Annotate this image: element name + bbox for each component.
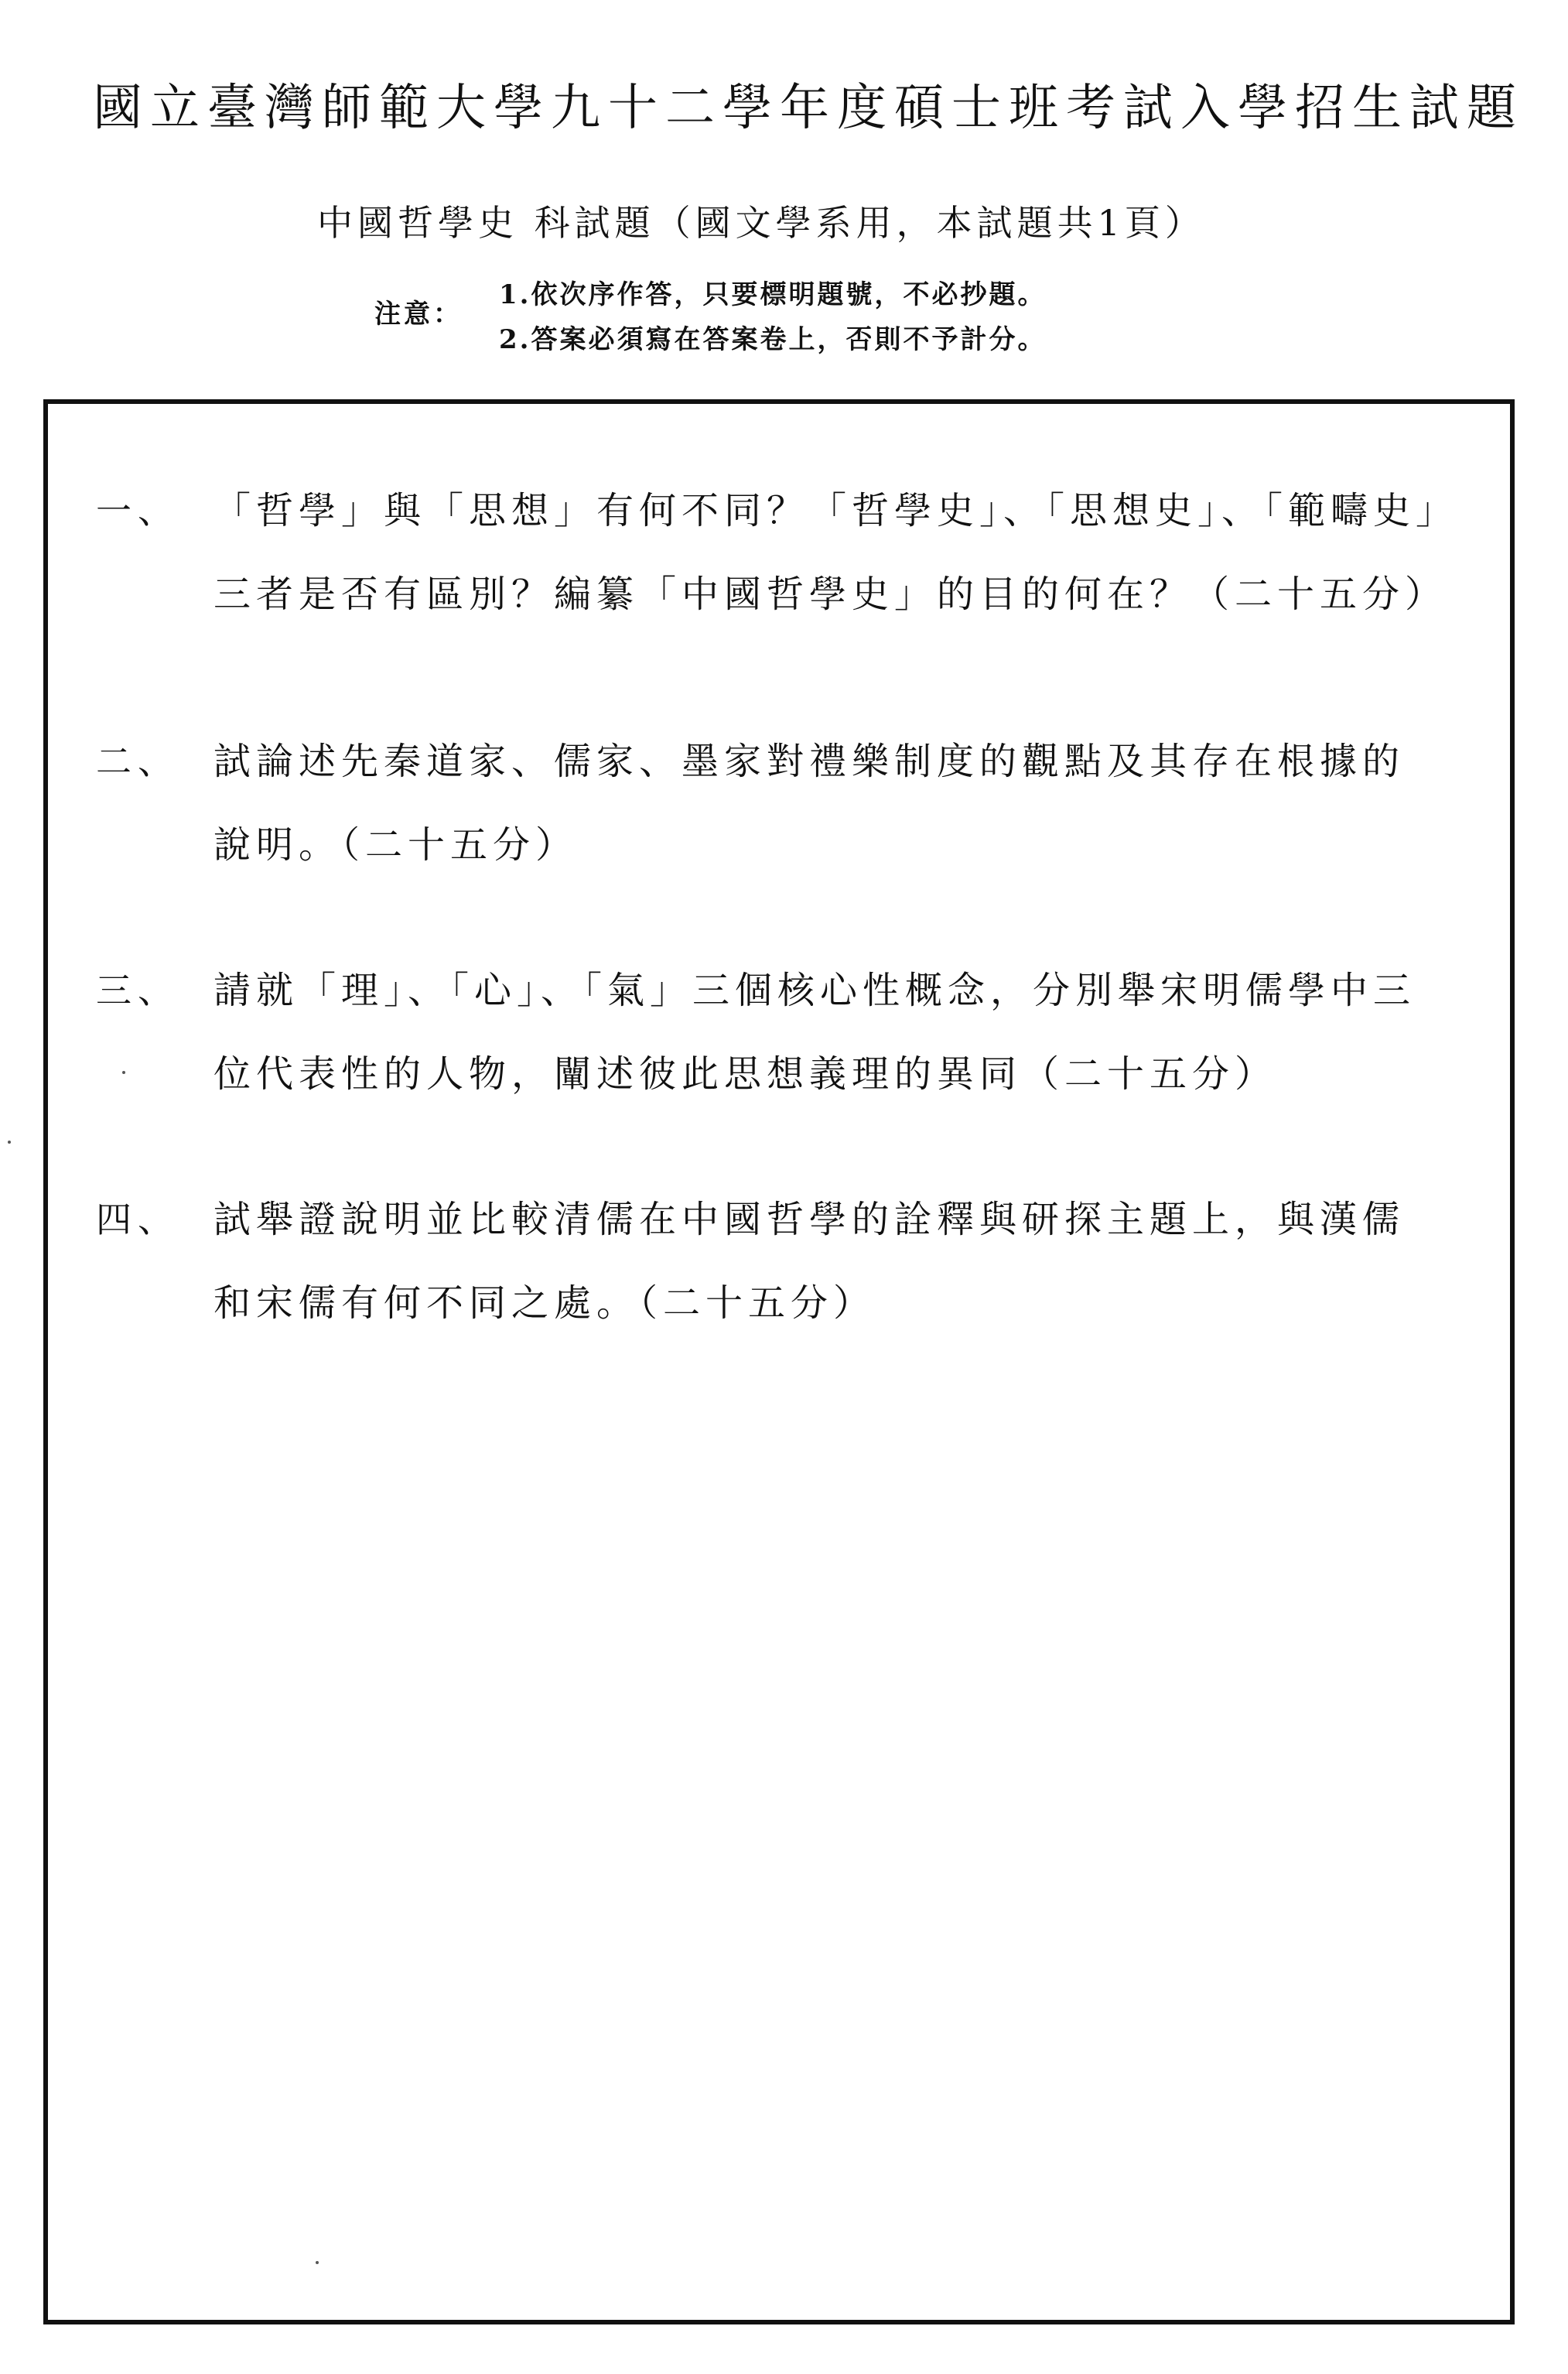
question-text-line: 「哲學」與「思想」有何不同？「哲學史」、「思想史」、「範疇史」 — [214, 489, 1459, 532]
exam-subtitle: 中國哲學史 科試題（國文學系用，本試題共1頁） — [317, 202, 1205, 244]
scan-speck — [8, 1141, 11, 1144]
question-text-line: 三者是否有區別？編纂「中國哲學史」的目的何在？（二十五分） — [214, 573, 1448, 616]
question-text-line: 試論述先秦道家、儒家、墨家對禮樂制度的觀點及其存在根據的 — [214, 740, 1406, 783]
exam-title: 國立臺灣師範大學九十二學年度碩士班考試入學招生試題 — [93, 80, 1524, 137]
question-number: 三、 — [96, 970, 179, 1011]
scan-speck — [316, 2261, 319, 2264]
question-text-line: 請就「理」、「心」、「氣」三個核心性概念，分別舉宋明儒學中三 — [214, 969, 1416, 1012]
notice-item: 2.答案必須寫在答案卷上，否則不予計分。 — [499, 324, 1047, 355]
question-number: 一、 — [96, 490, 179, 532]
question-number: 四、 — [96, 1199, 179, 1240]
question-frame — [43, 399, 1515, 2324]
question-text-line: 和宋儒有何不同之處。（二十五分） — [214, 1281, 876, 1325]
question-text-line: 位代表性的人物，闡述彼此思想義理的異同（二十五分） — [214, 1052, 1278, 1096]
notice-item: 1.依次序作答，只要標明題號，不必抄題。 — [499, 279, 1047, 310]
question-text-line: 試舉證說明並比較清儒在中國哲學的詮釋與研探主題上，與漢儒 — [214, 1198, 1406, 1241]
question-text-line: 說明。（二十五分） — [214, 823, 579, 867]
notice-list — [499, 272, 1047, 362]
notice-label: 注意： — [374, 299, 463, 330]
question-number: 二、 — [96, 741, 179, 782]
scan-speck — [122, 1071, 125, 1074]
